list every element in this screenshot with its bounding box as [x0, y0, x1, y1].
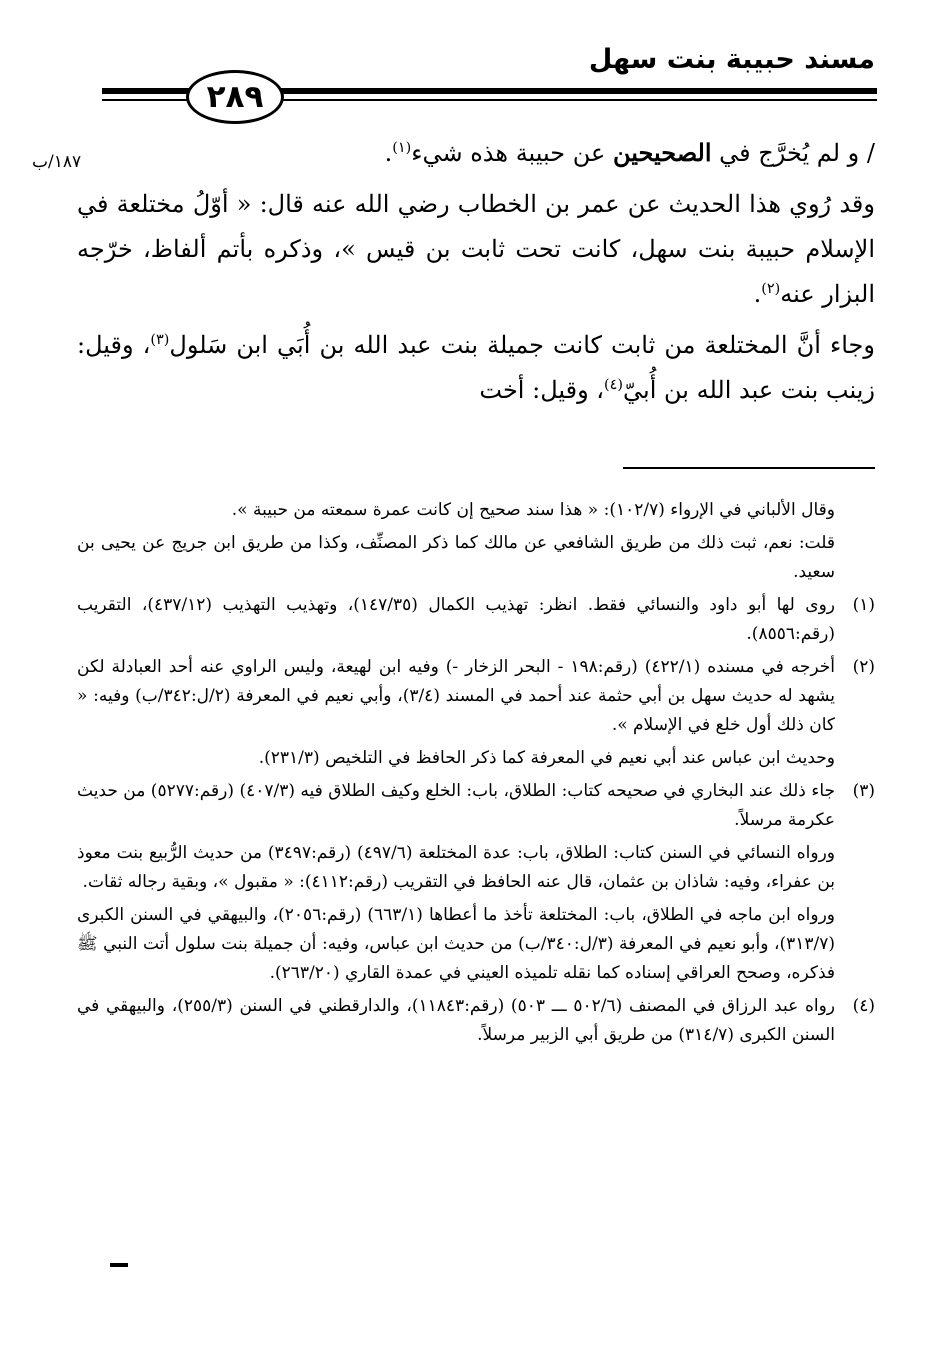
- footnote-4-number: (٤): [852, 996, 875, 1016]
- footnote-2-number: (٢): [852, 657, 875, 677]
- footnote-ref-4: (٤): [604, 377, 624, 393]
- p2-end: .: [753, 280, 762, 308]
- page-number: ٢٨٩: [186, 70, 284, 124]
- footnote-4: [77, 992, 875, 1050]
- footnote-3-text: جاء ذلك عند البخاري في صحيحه كتاب: الطلاق، باب: الخلع وكيف الطلاق فيه (٤٠٧/٣) (رقم:٥٢٧٧) من حديث عكرمة مرسلاً.: [77, 781, 836, 830]
- main-paragraph-2: [77, 182, 875, 317]
- p3-a: وجاء أنَّ المختلعة من ثابت كانت جميلة بنت عبد الله بن أُبَي ابن سَلول: [169, 331, 875, 359]
- page-end-mark: [110, 1263, 128, 1267]
- p2-text: وقد رُوي هذا الحديث عن عمر بن الخطاب رضي الله عنه قال: « أوّلُ مختلعة في الإسلام حبيبة بنت سهل، كانت تحت ثابت بن قيس »، وذكره بأتم ألفاظ، خرّجه البزار عنه: [77, 190, 875, 308]
- footnote-ref-1: (١): [392, 140, 412, 156]
- footnote-4-text: رواه عبد الرزاق في المصنف (٥٠٢/٦ ـــ ٥٠٣) (رقم:١١٨٤٣)، والدارقطني في السنن (٢٥٥/٣)، والبيهقي في السنن الكبرى (٣١٤/٧) من طريق أبي الزبير مرسلاً.: [77, 996, 836, 1045]
- footnote-3-continuation-1: ورواه النسائي في السنن كتاب: الطلاق، باب: عدة المختلعة (٤٩٧/٦) (رقم:٣٤٩٧) من حديث الرُّبيع بنت معوذ بن عفراء، وفيه: شاذان بن عثمان، قال عنه الحافظ في التقريب (رقم:٤١١٢): « مقبول »، وبقية رجاله ثقات.: [77, 843, 836, 892]
- p3-c: ، وقيل: أخت: [479, 376, 605, 404]
- footnote-2-text: أخرجه في مسنده (٤٢٢/١) (رقم:١٩٨ - البحر الزخار -) وفيه ابن لهيعة، وليس الراوي عنه أحد العبادلة لكن يشهد له حديث سهل بن أبي حثمة عند أحمد في المسند (٣/٤)، وأبي نعيم في المعرفة (٢/ل:٣٤٢/ب) وفيه: « كان ذلك أول خلع في الإسلام ».: [77, 657, 836, 735]
- footnote-separator: [623, 467, 875, 469]
- footnotes: [77, 496, 875, 1050]
- footnote-ref-2: (٢): [761, 281, 781, 297]
- main-paragraph-3: [77, 323, 875, 413]
- footnote-2: [77, 653, 875, 740]
- footnote-2-continuation: وحديث ابن عباس عند أبي نعيم في المعرفة كما ذكر الحافظ في التلخيص (٢٣١/٣).: [258, 748, 835, 768]
- footnote-3-continuation-2: ورواه ابن ماجه في الطلاق، باب: المختلعة تأخذ ما أعطاها (٦٦٣/١) (رقم:٢٠٥٦)، والبيهقي في السنن الكبرى (٣١٣/٧)، وأبو نعيم في المعرفة (٣/ل:٣٤٠/ب) من حديث ابن عباس، وفيه: أن جميلة بنت سلول أتت النبي ﷺ فذكره، وصحح العراقي إسناده كما نقله تلميذه العيني في عمدة القاري (٢٦٣/٢٠).: [77, 905, 835, 983]
- p1-before: / و لم يُخرَّج في: [711, 139, 875, 167]
- p1-after: عن حبيبة هذه شيء: [411, 139, 613, 167]
- footnote-3: [77, 777, 875, 835]
- main-text: [77, 130, 875, 413]
- footnote-1-number: (١): [852, 595, 875, 615]
- footnote-carryover-2: قلت: نعم، ثبت ذلك من طريق الشافعي عن مالك كما ذكر المصنِّف، وكذا من طريق ابن جريج عن يحيى بن سعيد.: [77, 533, 835, 582]
- main-paragraph-1: [77, 130, 875, 176]
- footnote-3-number: (٣): [852, 781, 875, 801]
- footnote-ref-3: (٣): [150, 332, 170, 348]
- footnote-1: [77, 591, 875, 649]
- p1-end: .: [384, 139, 393, 167]
- margin-folio-note: ١٨٧/ب: [32, 152, 82, 172]
- running-head: مسند حبيبة بنت سهل: [588, 44, 875, 75]
- footnote-1-text: روى لها أبو داود والنسائي فقط. انظر: تهذيب الكمال (١٤٧/٣٥)، وتهذيب التهذيب (٤٣٧/١٢)، التقريب (رقم:٨٥٥٦).: [77, 595, 835, 644]
- p3-b: ، وقيل: زينب بنت عبد الله بن أُبيّ: [77, 331, 875, 404]
- footnote-carryover-1: وقال الألباني في الإرواء (١٠٢/٧): « هذا سند صحيح إن كانت عمرة سمعته من حبيبة ».: [231, 500, 835, 520]
- p1-strong: الصحيحين: [612, 138, 712, 167]
